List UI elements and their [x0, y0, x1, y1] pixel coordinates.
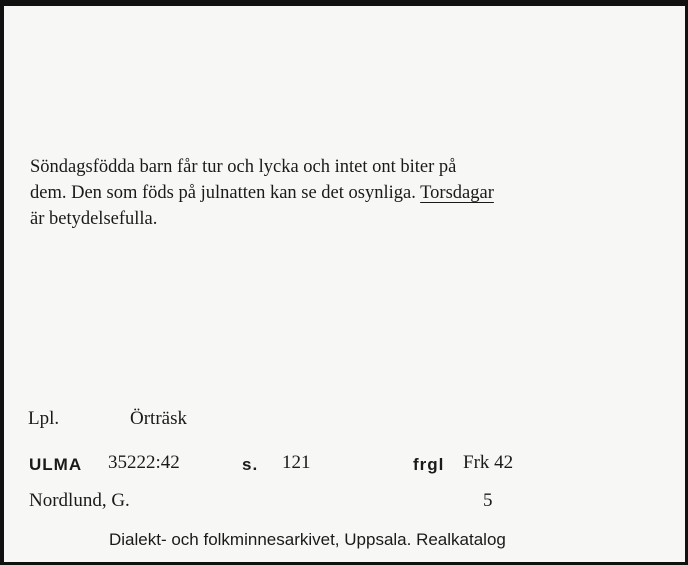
frgl-label: frgl: [413, 455, 445, 474]
text-line-2-main: dem. Den som föds på julnatten kan se det osynliga.: [30, 183, 416, 203]
page-number: 121: [282, 452, 311, 473]
place-label: Lpl.: [28, 408, 60, 429]
text-line-1: Söndagsfödda barn får tur och lycka och intet ont biter på: [30, 157, 457, 177]
informant-name: Nordlund, G.: [29, 490, 130, 511]
archive-card: [4, 6, 685, 562]
archive-footer: Dialekt- och folkminnesarkivet, Uppsala. Realkatalog: [109, 530, 506, 549]
card-body-text: [30, 154, 660, 232]
place-value: Örträsk: [130, 408, 187, 429]
archive-label: ULMA: [29, 455, 83, 474]
frgl-value: Frk 42: [463, 452, 514, 473]
text-line-2: [30, 180, 660, 206]
text-line-3: är betydelsefulla.: [30, 209, 158, 229]
card-number: 5: [483, 490, 493, 511]
archive-number: 35222:42: [108, 452, 180, 473]
page-label: s.: [242, 455, 259, 474]
underlined-word: Torsdagar: [420, 183, 494, 203]
